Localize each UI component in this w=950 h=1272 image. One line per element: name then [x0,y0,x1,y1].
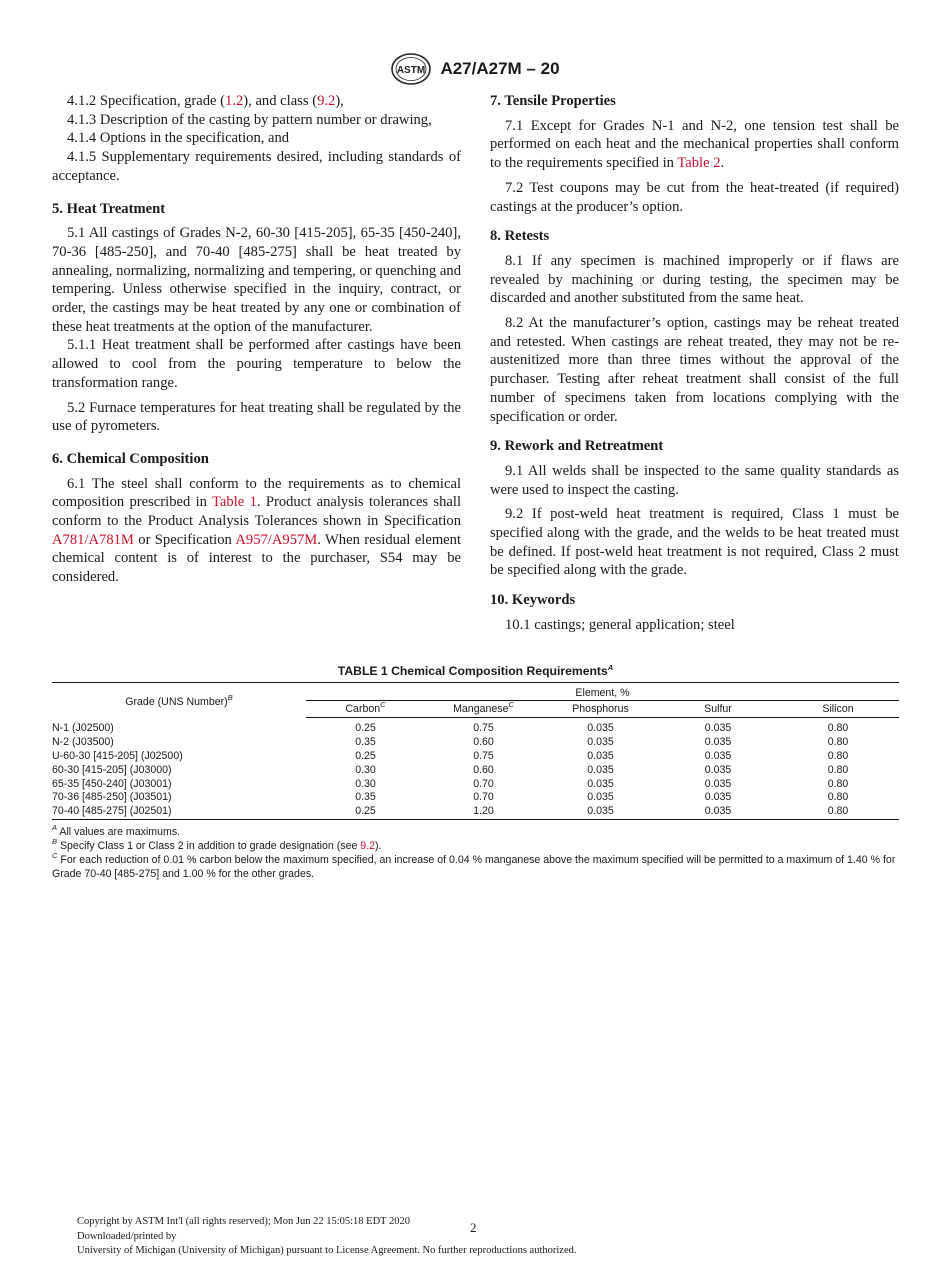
paragraph-7-2: 7.2 Test coupons may be cut from the heat-treated (if required) castings at the producer’s option. [490,179,899,215]
copyright-line: Copyright by ASTM Int'l (all rights reserved); Mon Jun 22 15:05:18 EDT 2020 [77,1216,411,1227]
paragraph-10-1: 10.1 castings; general application; steel [505,616,735,633]
paragraph-5-1: 5.1 All castings of Grades N-2, 60-30 [415-205], 65-35 [450-240], 70-36 [485-250], and 70-40 [485-275] shall be heat treated by annealing, normalizing, normalizing and tempering, or quenching and tempering. Unless otherwise specified in the inquiry, contract, or order, the castings may be heat treated by any one or combination of these heat treatments at the option of the manufacturer. [52,225,461,335]
value-cell: 0.035 [587,749,614,762]
value-cell: 0.035 [587,763,614,776]
value-cell: 0.80 [827,721,849,734]
value-cell: 0.25 [355,749,376,762]
grade-cell: 70-36 [485-250] (J03501) [52,791,172,804]
link-9-2-footnote[interactable]: 9.2 [360,840,376,853]
grade-cell: N-1 (J02500) [52,721,114,734]
chemical-composition-table [52,682,899,820]
item-4-1-5: 4.1.5 Supplementary requirements desired, including standards of acceptance. [52,149,461,184]
section-heading-chemical-composition: 6. Chemical Composition [52,450,209,467]
table-row [52,790,899,804]
value-cell: 0.035 [587,791,614,804]
section-heading-keywords: 10. Keywords [490,592,576,609]
section-heading-tensile-properties: 7. Tensile Properties [490,93,616,109]
value-cell: 0.80 [827,735,849,748]
value-cell: 0.80 [827,763,849,776]
paragraph-5-1-1: 5.1.1 Heat treatment shall be performed after castings have been allowed to cool from the pouring temperature to below the transformation range. [52,337,461,391]
link-1-2[interactable]: 1.2 [225,93,244,109]
paragraph-9-1: 9.1 All welds shall be inspected to the same quality standards as were used to inspect the casting. [490,462,899,498]
value-cell: 0.035 [704,791,732,804]
astm-logo-icon [390,52,432,86]
grade-column-header: Grade (UNS Number)$^B$ [52,683,306,718]
grade-cell: N-2 (J03500) [52,735,114,748]
download-line: Downloaded/printed by [77,1230,177,1242]
right-column [490,92,899,635]
column-header-silicon: Silicon [777,701,899,718]
value-cell: 0.035 [704,735,732,748]
value-cell: 0.60 [473,763,494,776]
link-a781[interactable]: A781/A781M [52,531,134,548]
column-header-phosphorus: Phosphorus [542,701,659,718]
value-cell: 0.75 [473,749,494,762]
value-cell: 0.035 [587,777,614,790]
link-a957[interactable]: A957/A957M [235,531,318,548]
value-cell: 0.035 [704,763,732,776]
document-id: A27/A27M – 20 [440,59,560,78]
item-4-1-2: 4.1.2 Specification, grade (1.2), and class (9.2), [67,93,344,109]
value-cell: 0.035 [704,777,732,790]
value-cell: 0.80 [827,791,849,804]
table-row [52,718,899,735]
value-cell: 0.25 [355,721,376,734]
left-column [52,92,461,587]
table-1-block [52,664,899,881]
value-cell: 0.35 [355,735,376,748]
paragraph-8-2: 8.2 At the manufacturer’s option, castings may be reheat treated and retested. When castings are reheat treated, they may not be re-austenitized more than three times without the approval of the purchaser. Testing after reheat treatment shall consist of the full number of specimens taken from locations complying with the specification or order. [490,315,899,425]
table-row [52,777,899,791]
paragraph-5-2: 5.2 Furnace temperatures for heat treating shall be regulated by the use of pyrometers. [52,399,461,435]
value-cell: 0.25 [306,804,425,819]
footnote-c: $^C$ For each reduction of 0.01 % carbon below the maximum specified, an increase of 0.04 % manganese above the maximum specified will be permitted to a maximum of 1.40 % for Grade 70-40 [485-275] and 1.00 % for the other grades. [52,851,896,881]
value-cell: 0.30 [355,763,376,776]
paragraph-8-1: 8.1 If any specimen is machined improperly or if flaws are revealed by machining or during testing, the specimen may be discarded and another substituted from the same heat. [490,252,899,307]
value-cell: 0.80 [827,777,849,790]
value-cell: 0.035 [704,721,732,734]
grade-cell: 70-40 [485-275] (J02501) [52,804,306,819]
item-4-1-4: 4.1.4 Options in the specification, and [67,130,290,147]
link-9-2[interactable]: 9.2 [317,93,336,109]
value-cell: 0.60 [473,735,494,748]
value-cell: 0.30 [355,777,376,790]
table-row [52,735,899,749]
element-group-header: Element, % [306,683,899,701]
table-title: TABLE 1 Chemical Composition Requirements$^A$ [337,663,614,678]
paragraph-9-2: 9.2 If post-weld heat treatment is required, Class 1 must be specified along with the grade, and the welds to be heat treated must be defined. If post-weld heat treatment is not required, Class 2 must be specified along with the grade. [490,506,899,579]
column-header-sulfur: Sulfur [659,701,777,718]
paragraph-7-1: 7.1 Except for Grades N-1 and N-2, one tension test shall be performed on each heat and the mechanical properties shall conform to the requirements specified in Table 2. [490,117,899,172]
table-row [52,749,899,763]
value-cell: 0.035 [704,749,732,762]
license-line: University of Michigan (University of Michigan) pursuant to License Agreement. No further reproductions authorized. [77,1245,577,1257]
table-footnotes [52,825,899,881]
page-footer [77,1215,877,1259]
value-cell: 0.035 [587,735,614,748]
column-header-carbon: Carbon$^C$ [306,701,425,718]
page-number: 2 [470,1220,477,1235]
value-cell: 0.70 [473,791,494,804]
footnote-a: $^A$ All values are maximums. [52,823,181,839]
logo-text: ASTM [397,65,426,76]
value-cell: 1.20 [425,804,542,819]
item-4-1-3: 4.1.3 Description of the casting by pattern number or drawing, [67,111,432,128]
section-heading-heat-treatment: 5. Heat Treatment [52,200,166,217]
column-header-manganese: Manganese$^C$ [425,701,542,718]
grade-cell: U-60-30 [415-205] (J02500) [52,749,183,762]
page-header [0,52,950,86]
grade-cell: 65-35 [450-240] (J03001) [52,777,172,790]
value-cell: 0.035 [659,804,777,819]
value-cell: 0.35 [355,791,376,804]
value-cell: 0.035 [542,804,659,819]
value-cell: 0.80 [777,804,899,819]
value-cell: 0.75 [473,721,494,734]
section-heading-rework: 9. Rework and Retreatment [490,438,664,455]
table-row [52,804,899,819]
footnote-b: $^B$ Specify Class 1 or Class 2 in addition to grade designation (see 9.2). [52,837,382,853]
value-cell: 0.70 [473,777,494,790]
link-table-2[interactable]: Table 2 [677,155,721,172]
section-heading-retests: 8. Retests [490,228,550,245]
table-row [52,763,899,777]
grade-cell: 60-30 [415-205] (J03000) [52,763,172,776]
value-cell: 0.035 [587,721,614,734]
paragraph-6-1: 6.1 The steel shall conform to the requirements as to chemical composition prescribed in Table 1. Product analysis tolerances shall conform to the Product Analysis Tolerances shown in Specification A781/A781M or Specification A957/A957M. When residual element chemical content is of interest to the purchaser, S54 may be considered. [52,475,462,586]
value-cell: 0.80 [827,749,849,762]
link-table-1[interactable]: Table 1 [212,494,257,511]
